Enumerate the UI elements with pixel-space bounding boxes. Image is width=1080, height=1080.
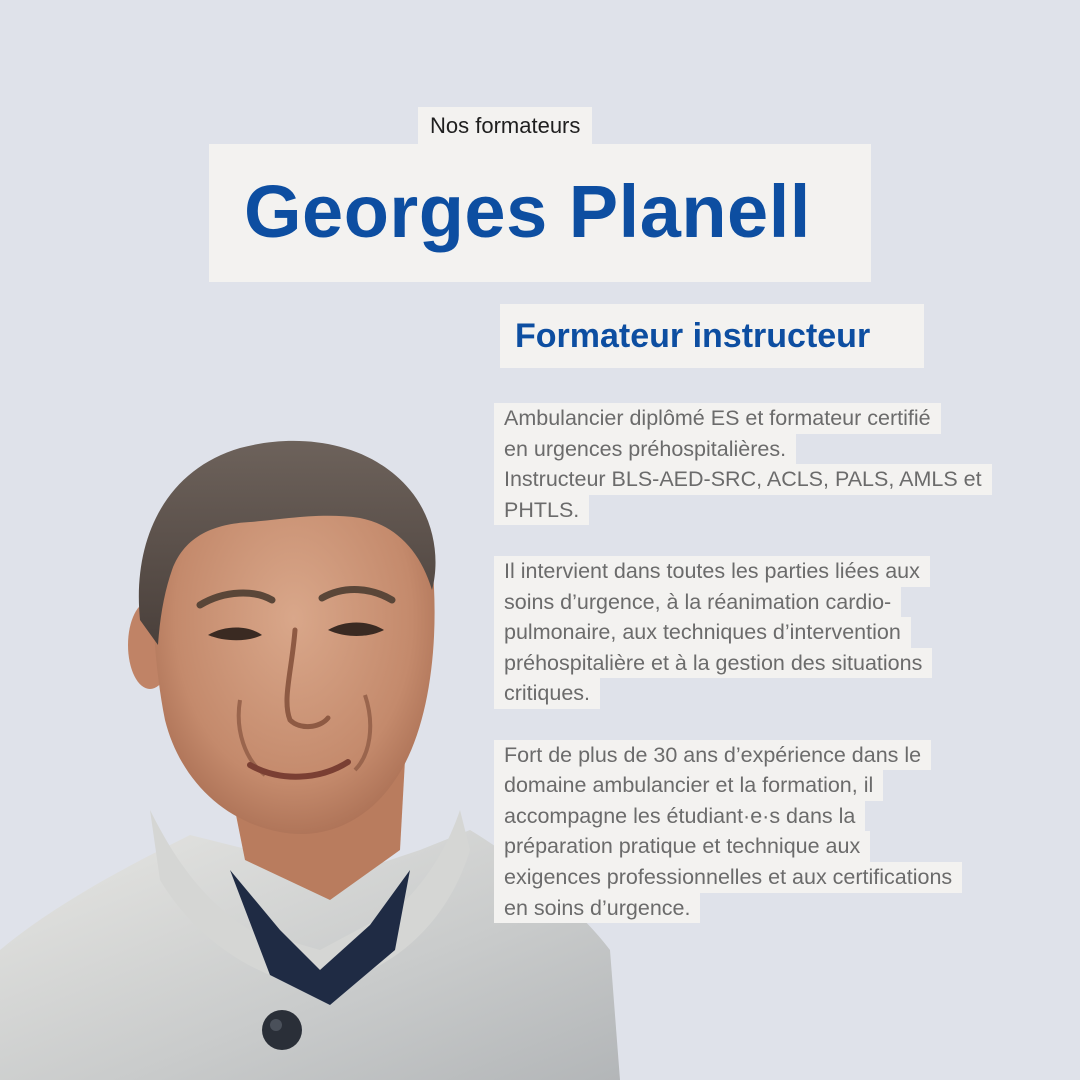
bio-line: en urgences préhospitalières. bbox=[494, 434, 796, 465]
bio-line: soins d’urgence, à la réanimation cardio- bbox=[494, 587, 901, 618]
bio-paragraph-credentials bbox=[494, 403, 1080, 525]
bio-line: Instructeur BLS-AED-SRC, ACLS, PALS, AMLS et bbox=[494, 464, 992, 495]
trainer-name: Georges Planell bbox=[244, 170, 811, 253]
bio-line: préhospitalière et à la gestion des situations bbox=[494, 648, 932, 679]
bio-line: critiques. bbox=[494, 678, 600, 709]
bio-paragraph-experience bbox=[494, 740, 1080, 924]
trainer-bio bbox=[494, 403, 1080, 923]
bio-line: Il intervient dans toutes les parties liées aux bbox=[494, 556, 930, 587]
section-label: Nos formateurs bbox=[418, 107, 592, 144]
bio-paragraph-scope bbox=[494, 556, 1080, 709]
bio-line: pulmonaire, aux techniques d’intervention bbox=[494, 617, 911, 648]
bio-line: Fort de plus de 30 ans d’expérience dans le bbox=[494, 740, 931, 771]
trainer-role: Formateur instructeur bbox=[515, 317, 871, 355]
bio-line: préparation pratique et technique aux bbox=[494, 831, 870, 862]
bio-line: PHTLS. bbox=[494, 495, 589, 526]
bio-line: exigences professionnelles et aux certifications bbox=[494, 862, 962, 893]
bio-line: en soins d’urgence. bbox=[494, 893, 700, 924]
bio-line: domaine ambulancier et la formation, il bbox=[494, 770, 883, 801]
bio-line: Ambulancier diplômé ES et formateur certifié bbox=[494, 403, 941, 434]
bio-line: accompagne les étudiant·e·s dans la bbox=[494, 801, 865, 832]
